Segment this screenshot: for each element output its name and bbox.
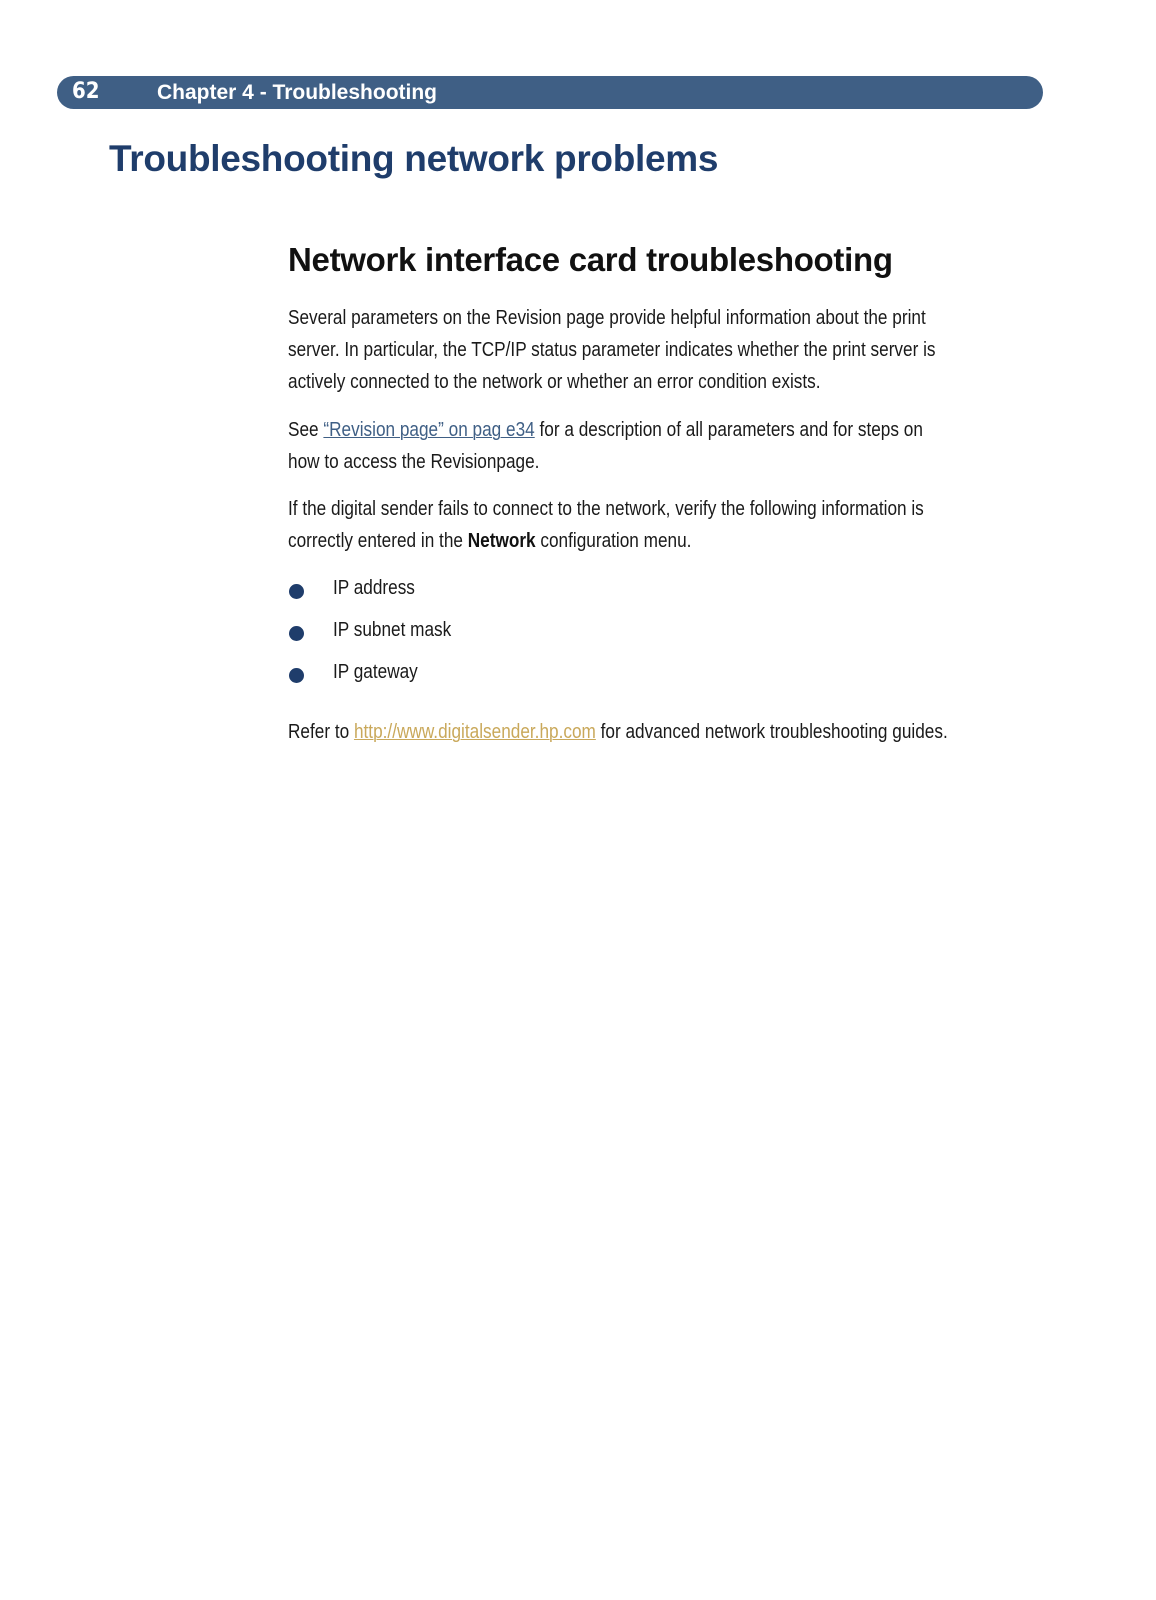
paragraph-refer-to-website [288,716,1048,748]
list-item-label: IP address [333,577,415,599]
paragraph-suffix: for advanced network troubleshooting guides. [595,721,948,743]
list-item-label: IP subnet mask [333,619,452,641]
paragraph-prefix: Refer to [288,721,354,743]
paragraph-revision-parameters: Several parameters on the Revision page provide helpful information about the print server. In particular, the TCP/IP status parameter indicates whether the print server is actively connected to the network or whether an error condition exists. [288,307,936,393]
bullet-icon [289,626,304,641]
page-title: Troubleshooting network problems [109,138,719,179]
list-item-label: IP gateway [333,661,418,683]
paragraph-prefix: See [288,419,324,441]
paragraph-suffix: configuration menu. [535,530,692,552]
paragraph-prefix: If the digital sender fails to connect to the network, verify the following information is correctly entered in the [288,498,924,552]
chapter-title: Chapter 4 - Troubleshooting [157,81,438,104]
bullet-icon [289,668,304,683]
paragraph-see-revision-page [288,414,942,478]
bullet-icon [289,584,304,599]
page-number: 62 [72,79,100,104]
paragraph-suffix: for a description of all parameters and for steps on how to access the Revisionpage. [288,419,923,473]
paragraph-verify-network [288,493,942,557]
revision-page-link[interactable]: “Revision page” on pag e34 [323,419,535,441]
section-title: Network interface card troubleshooting [288,241,893,278]
network-menu-term: Network [467,530,536,552]
digitalsender-url-link[interactable]: http://www.digitalsender.hp.com [353,721,596,743]
